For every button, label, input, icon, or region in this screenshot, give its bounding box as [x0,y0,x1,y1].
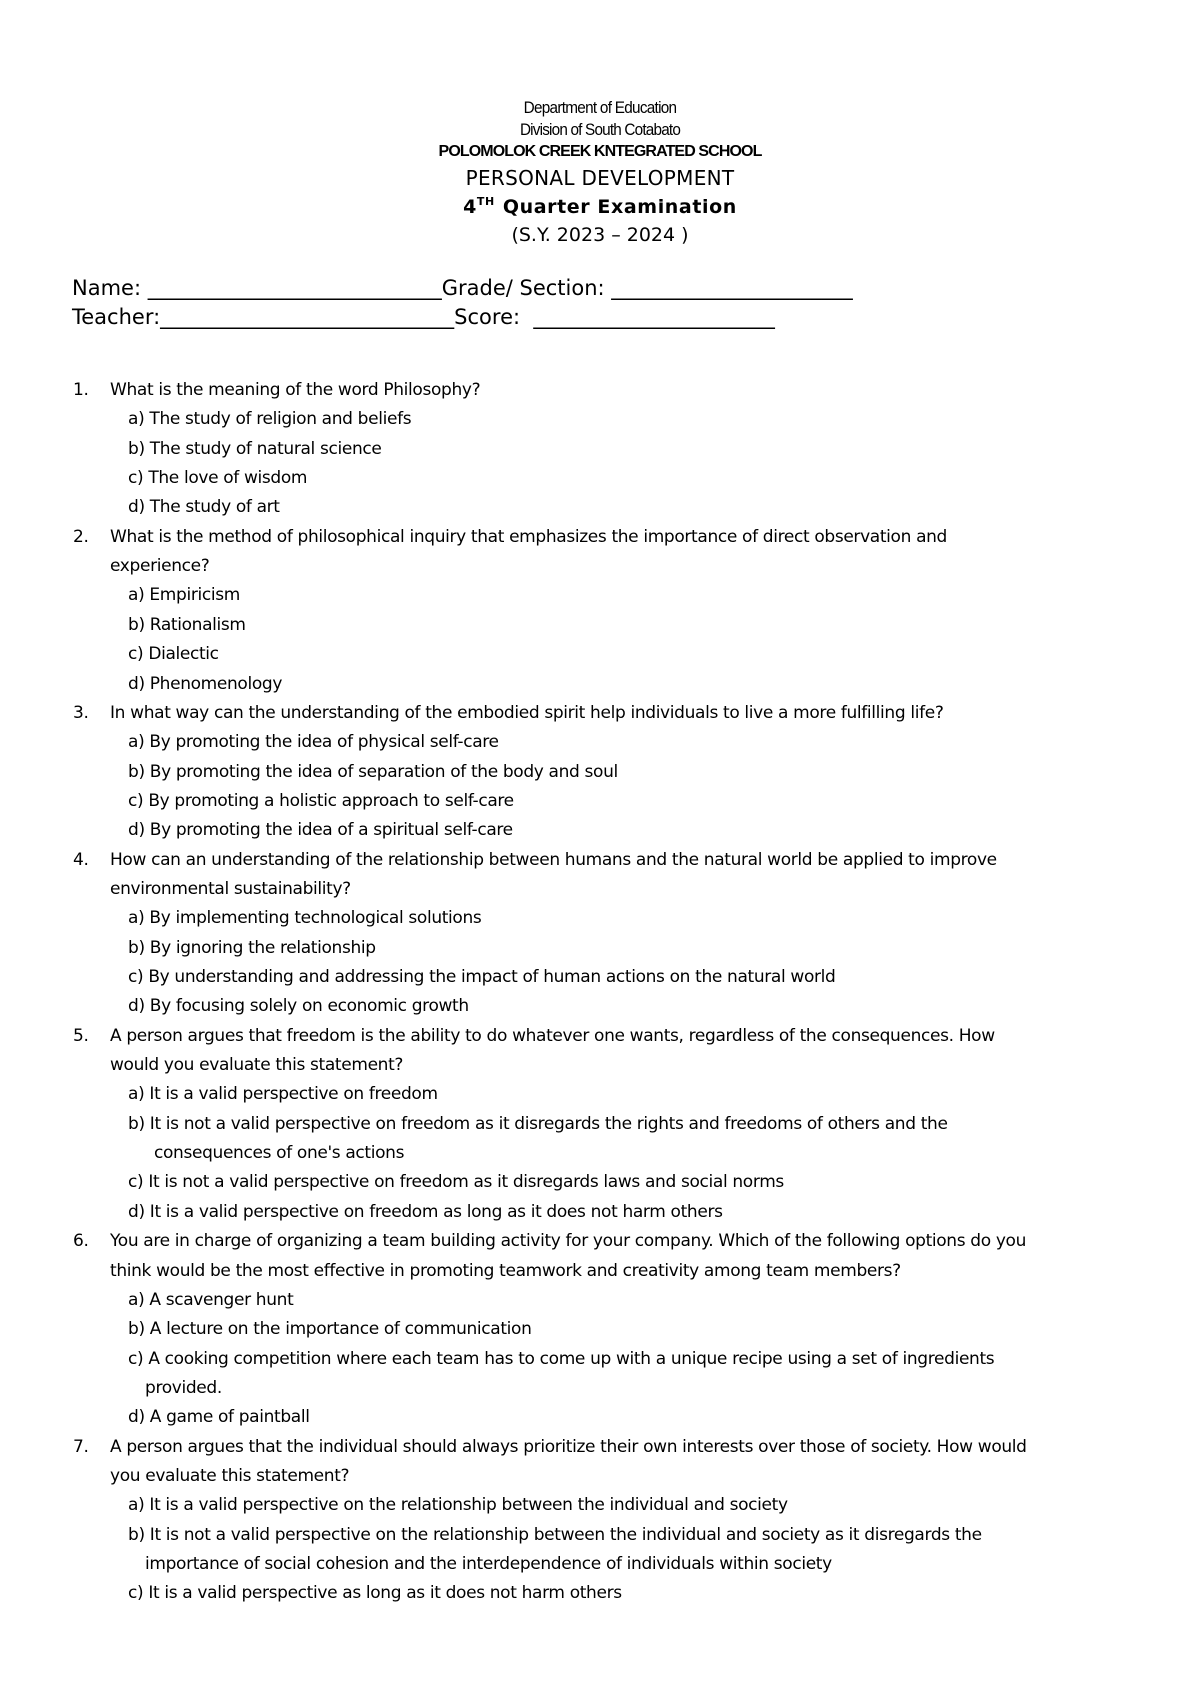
school-name: POLOMOLOK CREEK KNTEGRATED SCHOOL [438,143,762,160]
answer-option: a) A scavenger hunt [128,1289,294,1310]
answer-option: b) The study of natural science [128,438,382,459]
question-text: What is the meaning of the word Philosophy? [110,380,481,400]
question-text: experience? [110,556,210,577]
question-number: 7. [73,1436,89,1457]
answer-option: c) It is not a valid perspective on freedom as it disregards laws and social norms [128,1172,784,1193]
answer-option: d) A game of paintball [128,1407,310,1428]
answer-option: b) A lecture on the importance of communication [128,1319,532,1340]
name-field[interactable]: Name: ____________________________ [72,276,442,300]
question-text: A person argues that freedom is the ability to do whatever one wants, regardless of the consequences. How [110,1025,995,1046]
answer-option: b) By ignoring the relationship [128,937,376,958]
score-field[interactable]: Score: _______________________ [454,305,775,329]
answer-option: b) By promoting the idea of separation of the body and soul [128,761,618,782]
question-text: think would be the most effective in promoting teamwork and creativity among team members? [110,1260,901,1281]
answer-option: a) It is a valid perspective on freedom [128,1084,438,1105]
answer-option: c) A cooking competition where each team has to come up with a unique recipe using a set of ingredients [128,1348,995,1369]
answer-option: d) By promoting the idea of a spiritual self-care [128,820,513,841]
question-number: 2. [73,526,89,547]
grade-section-field[interactable]: Grade/ Section: _______________________ [441,276,853,300]
question-number: 1. [73,380,89,400]
division-heading: Division of South Cotabato [519,120,681,139]
exam-title [0,195,1200,218]
question-text: would you evaluate this statement? [110,1055,404,1076]
question-text: How can an understanding of the relationship between humans and the natural world be applied to improve [110,849,997,870]
question-text: What is the method of philosophical inquiry that emphasizes the importance of direct observation and [110,526,947,547]
quarter-number: 4 [463,196,477,218]
answer-option-continued: importance of social cohesion and the interdependence of individuals within society [145,1554,832,1574]
answer-option: b) It is not a valid perspective on freedom as it disregards the rights and freedoms of others and the [128,1113,948,1134]
answer-option: c) It is a valid perspective as long as it does not harm others [128,1583,622,1604]
quarter-suffix: TH [476,195,495,208]
school-year: (S.Y. 2023 – 2024 ) [511,224,689,246]
answer-option: a) It is a valid perspective on the relationship between the individual and society [128,1495,788,1516]
answer-option: d) By focusing solely on economic growth [128,996,469,1017]
subject-title: PERSONAL DEVELOPMENT [465,166,735,190]
question-text: In what way can the understanding of the embodied spirit help individuals to live a more fulfilling life? [110,702,944,723]
answer-option: a) The study of religion and beliefs [128,409,412,430]
question-text: you evaluate this statement? [110,1465,350,1486]
teacher-score-row [72,305,775,329]
department-heading: Department of Education [523,98,677,117]
answer-option: c) Dialectic [128,644,219,665]
quarter-label: Quarter Examination [502,196,737,218]
question-text: You are in charge of organizing a team building activity for your company. Which of the following options do you [110,1231,1027,1252]
question-number: 4. [73,849,89,870]
answer-option: a) By implementing technological solutions [128,908,482,929]
question-number: 5. [73,1025,89,1046]
question-number: 3. [73,702,89,723]
answer-option: b) It is not a valid perspective on the relationship between the individual and society as it disregards the [128,1524,982,1545]
question-text: A person argues that the individual should always prioritize their own interests over those of society. How would [110,1436,1027,1457]
answer-option: c) The love of wisdom [128,468,308,489]
answer-option: b) Rationalism [128,614,246,635]
answer-option: d) It is a valid perspective on freedom as long as it does not harm others [128,1201,723,1222]
question-text: environmental sustainability? [110,878,351,899]
answer-option: c) By promoting a holistic approach to self-care [128,790,514,811]
answer-option-continued: provided. [145,1377,222,1398]
name-grade-row [72,276,853,300]
teacher-field[interactable]: Teacher:____________________________ [72,305,455,329]
answer-option: a) By promoting the idea of physical self-care [128,732,499,753]
answer-option: c) By understanding and addressing the impact of human actions on the natural world [128,967,836,987]
answer-option: d) Phenomenology [128,673,283,694]
answer-option: a) Empiricism [128,585,240,606]
answer-option-continued: consequences of one's actions [154,1143,405,1164]
answer-option: d) The study of art [128,497,280,518]
question-number: 6. [73,1231,89,1252]
